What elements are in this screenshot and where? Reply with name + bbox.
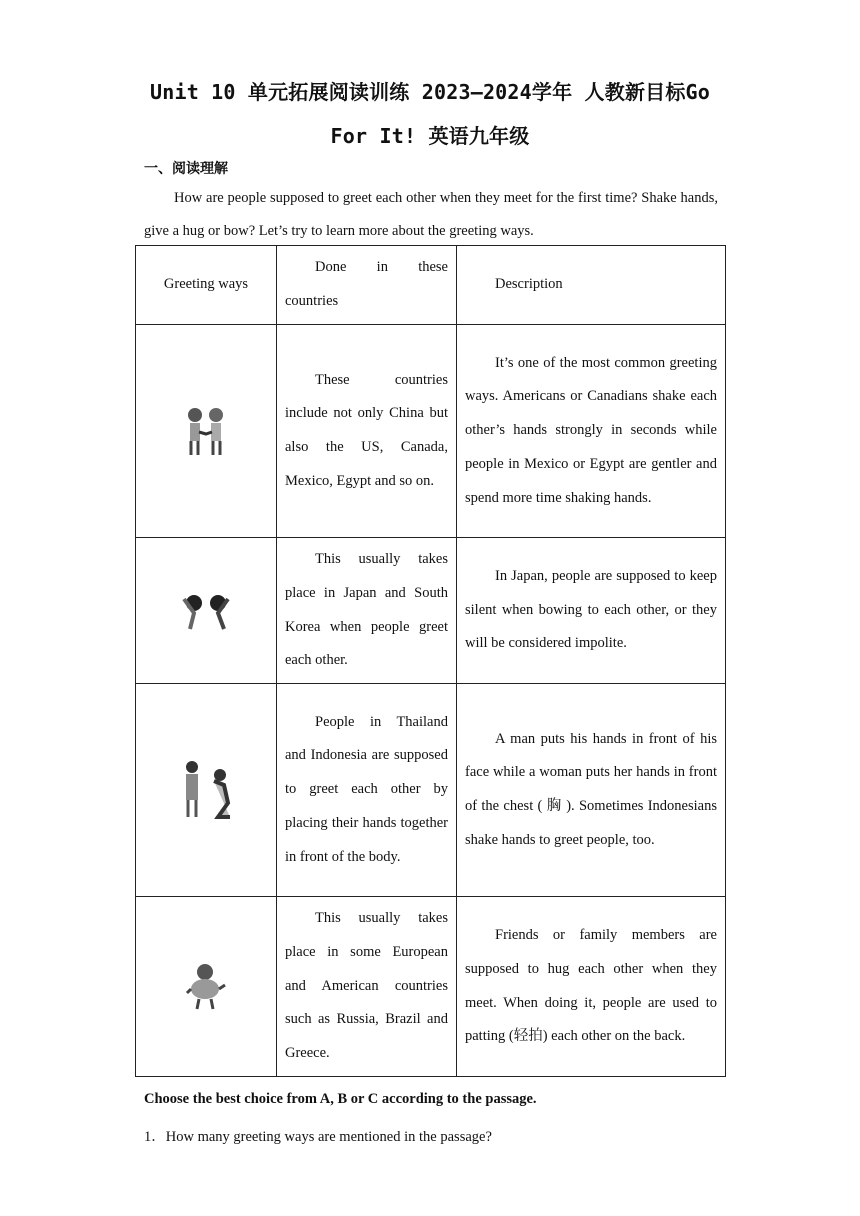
countries-cell: People in Thailand and Indonesia are supposed to greet each other by placing their hands together in front of the body. bbox=[277, 684, 457, 897]
document-title-line2: For It! 英语九年级 bbox=[330, 124, 530, 148]
intro-paragraph: How are people supposed to greet each other when they meet for the first time? Shake hands, give a hug or bow? Let’s try to learn more about the greeting ways. bbox=[144, 190, 718, 239]
description-cell: In Japan, people are supposed to keep silent when bowing to each other, or they will be considered impolite. bbox=[457, 538, 726, 684]
handshake-illustration-icon bbox=[136, 325, 277, 538]
countries-cell: These countries include not only China but also the US, Canada, Mexico, Egypt and so on. bbox=[277, 325, 457, 538]
header-greeting-ways: Greeting ways bbox=[136, 246, 277, 325]
description-cell: A man puts his hands in front of his face while a woman puts her hands in front of the chest ( 胸 ). Sometimes Indonesians shake hands to greet people, too. bbox=[457, 684, 726, 897]
hug-illustration-icon bbox=[136, 897, 277, 1077]
header-countries: Done in these countries bbox=[277, 246, 457, 325]
instruction-text: Choose the best choice from A, B or C according to the passage. bbox=[144, 1091, 537, 1107]
table-row bbox=[136, 538, 726, 684]
countries-cell: This usually takes place in some European and American countries such as Russia, Brazil and Greece. bbox=[277, 897, 457, 1077]
table-row bbox=[136, 684, 726, 897]
document-title-line1: Unit 10 单元拓展阅读训练 2023—2024学年 人教新目标Go bbox=[149, 80, 711, 104]
table-header-row bbox=[136, 246, 726, 325]
section-heading: 一、阅读理解 bbox=[144, 161, 228, 177]
table-row bbox=[136, 325, 726, 538]
question-1: 1．How many greeting ways are mentioned in the passage? bbox=[144, 1129, 492, 1145]
greeting-table bbox=[135, 245, 726, 1077]
bowing-illustration-icon bbox=[136, 538, 277, 684]
header-description: Description bbox=[457, 246, 726, 325]
description-cell: It’s one of the most common greeting ways. Americans or Canadians shake each other’s hands strongly in seconds while people in Mexico or Egypt are gentler and spend more time shaking hands. bbox=[457, 325, 726, 538]
table-row bbox=[136, 897, 726, 1077]
hands-together-illustration-icon bbox=[136, 684, 277, 897]
description-cell: Friends or family members are supposed to hug each other when they meet. When doing it, people are used to patting (轻拍) each other on the back. bbox=[457, 897, 726, 1077]
countries-cell: This usually takes place in Japan and South Korea when people greet each other. bbox=[277, 538, 457, 684]
